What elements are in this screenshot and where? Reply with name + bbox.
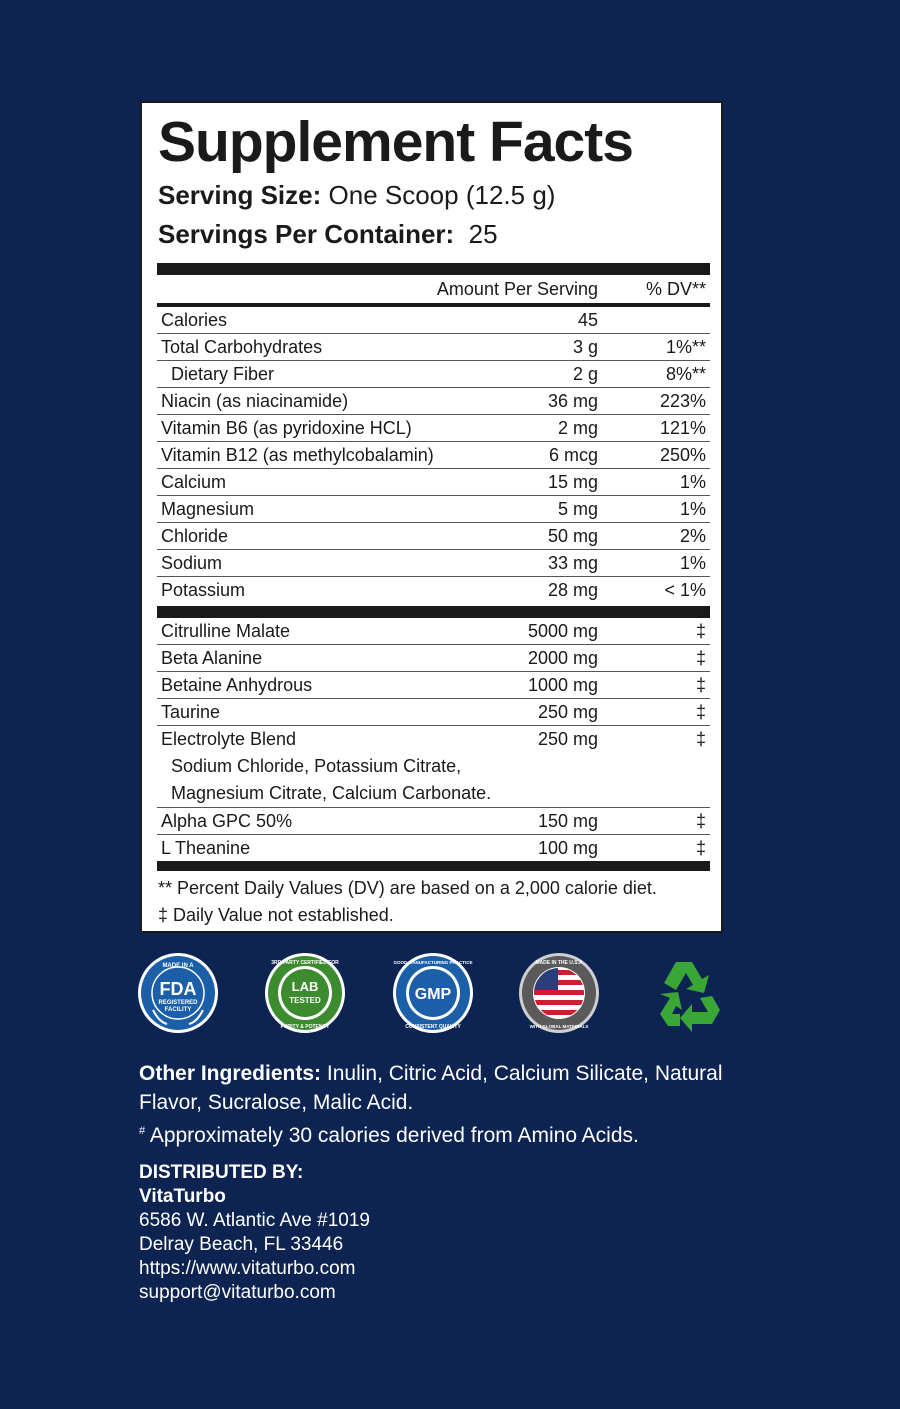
header-amount: Amount Per Serving bbox=[436, 279, 598, 299]
other-ingredients-label: Other Ingredients: bbox=[139, 1062, 322, 1085]
supplement-facts-panel bbox=[140, 101, 723, 933]
fda-badge-line2: FACILITY bbox=[164, 1007, 192, 1013]
lab-badge-bottom: PURITY & POTENCY bbox=[280, 1024, 330, 1030]
dv-footnote: ** Percent Daily Values (DV) are based on a 2,000 calorie diet. bbox=[158, 878, 657, 898]
table-row: Vitamin B12 (as methylcobalamin) 6 mcg 250% bbox=[157, 442, 710, 469]
amino-acid-note: # Approximately 30 calories derived from Amino Acids. bbox=[139, 1124, 639, 1147]
fda-badge-top: MADE IN A bbox=[162, 963, 194, 969]
table-row: Vitamin B6 (as pyridoxine HCL) 2 mg 121% bbox=[157, 415, 710, 442]
panel-title: Supplement Facts bbox=[158, 110, 633, 174]
lab-badge-line2: TESTED bbox=[289, 996, 321, 1005]
distributor-address-line1: 6586 W. Atlantic Ave #1019 bbox=[139, 1210, 370, 1231]
table-header bbox=[157, 275, 710, 303]
certification-badges bbox=[0, 952, 900, 1036]
table-row: L Theanine 100 mg ‡ bbox=[161, 838, 706, 858]
fda-badge-icon bbox=[137, 952, 219, 1034]
recycle-icon bbox=[646, 952, 728, 1034]
not-established-footnote: ‡ Daily Value not established. bbox=[158, 905, 394, 925]
table-row: Sodium 33 mg 1% bbox=[157, 550, 710, 577]
fda-badge-line1: REGISTERED bbox=[158, 1000, 198, 1006]
table-row: Potassium 28 mg < 1% bbox=[161, 580, 706, 600]
lab-badge-line1: LAB bbox=[291, 979, 319, 994]
serving-size: Serving Size: One Scoop (12.5 g) bbox=[158, 180, 556, 210]
table-row: Niacin (as niacinamide) 36 mg 223% bbox=[157, 388, 710, 415]
gmp-badge-bottom: CONSISTENT QUALITY bbox=[405, 1024, 461, 1030]
table-row: Calories 45 bbox=[157, 307, 710, 334]
distributor-company: VitaTurbo bbox=[139, 1186, 226, 1207]
table-row: Dietary Fiber 2 g 8%** bbox=[157, 361, 710, 388]
header-dv: % DV** bbox=[645, 279, 706, 299]
lab-badge-top: 3RD PARTY CERTIFIED FOR bbox=[271, 960, 339, 966]
made-in-usa-badge-icon bbox=[518, 952, 600, 1034]
table-row: Betaine Anhydrous 1000 mg ‡ bbox=[157, 672, 710, 699]
distributor-address-line2: Delray Beach, FL 33446 bbox=[139, 1234, 344, 1255]
distributor-email: support@vitaturbo.com bbox=[139, 1282, 336, 1303]
other-ingredients-text: Inulin, Citric Acid, Calcium Silicate, Natural Flavor, Sucralose, Malic Acid. bbox=[139, 1062, 723, 1114]
servings-per-container: Servings Per Container: 25 bbox=[158, 219, 498, 249]
table-row: Magnesium 5 mg 1% bbox=[157, 496, 710, 523]
blend-components-line1: Sodium Chloride, Potassium Citrate, bbox=[171, 756, 462, 776]
distributor-block bbox=[139, 1161, 370, 1305]
table-row: Chloride 50 mg 2% bbox=[157, 523, 710, 550]
usa-badge-top: MADE IN THE U.S.A bbox=[535, 960, 583, 966]
divider-thick bbox=[157, 263, 710, 275]
table-row: Total Carbohydrates 3 g 1%** bbox=[157, 334, 710, 361]
table-row: Calcium 15 mg 1% bbox=[157, 469, 710, 496]
lab-tested-badge-icon bbox=[264, 952, 346, 1034]
gmp-badge-icon bbox=[392, 952, 474, 1034]
table-row-electrolyte: Electrolyte Blend 250 mg ‡ Sodium Chloride, Potassium Citrate, Magnesium Citrate, Calcium Carbonate. bbox=[157, 726, 710, 808]
distributor-website: https://www.vitaturbo.com bbox=[139, 1258, 356, 1279]
distributor-label: DISTRIBUTED BY: bbox=[139, 1162, 304, 1183]
gmp-badge-main: GMP bbox=[414, 986, 452, 1003]
fda-badge-main: FDA bbox=[159, 979, 197, 999]
usa-badge-bottom: WITH GLOBAL MATERIALS bbox=[529, 1024, 589, 1029]
table-row: Beta Alanine 2000 mg ‡ bbox=[157, 645, 710, 672]
gmp-badge-top: GOOD MANUFACTURING PRACTICE bbox=[393, 960, 473, 965]
other-ingredients bbox=[139, 1059, 779, 1117]
table-row: Alpha GPC 50% 150 mg ‡ bbox=[157, 808, 710, 835]
table-row: Taurine 250 mg ‡ bbox=[157, 699, 710, 726]
blend-components-line2: Magnesium Citrate, Calcium Carbonate. bbox=[171, 783, 492, 803]
table-row: Citrulline Malate 5000 mg ‡ bbox=[157, 618, 710, 645]
divider-thick bbox=[157, 606, 710, 618]
divider-thick bbox=[157, 861, 710, 871]
